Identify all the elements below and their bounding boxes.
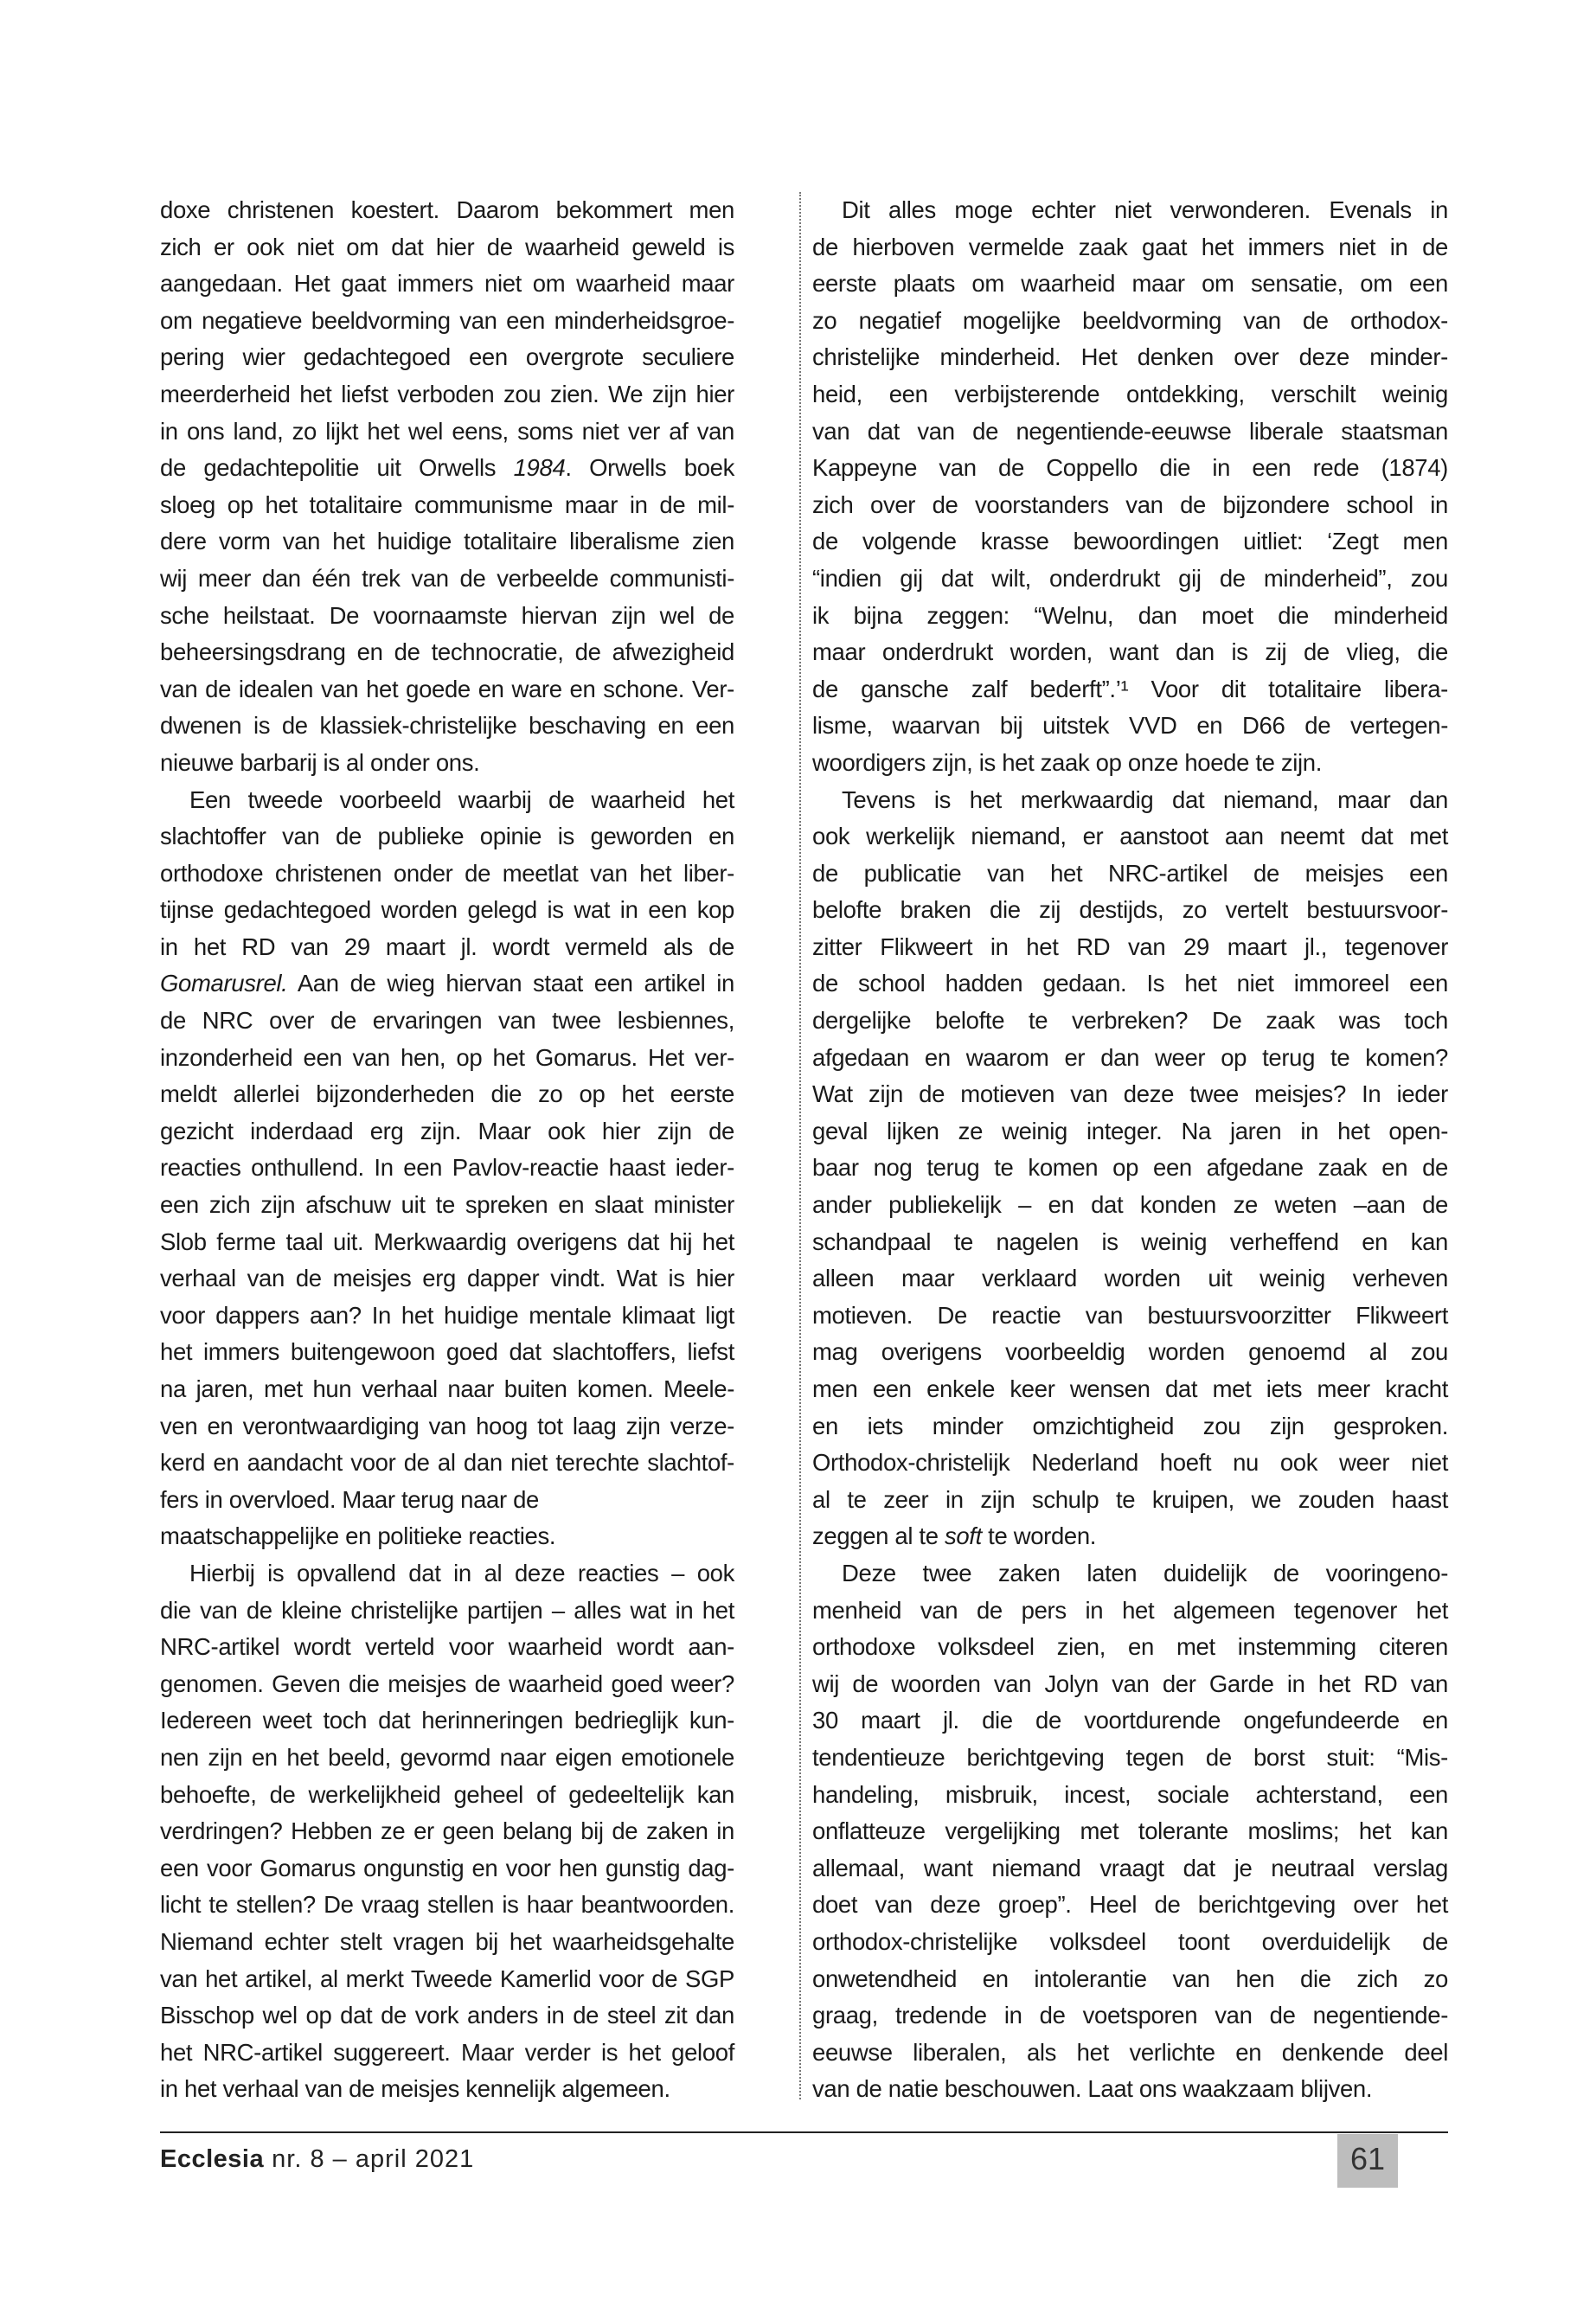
text-line	[160, 598, 734, 635]
text-column-left	[160, 192, 734, 2108]
text-line	[812, 892, 1448, 929]
italic-text: 1984	[513, 454, 566, 482]
text-segment: maatschappelijke en politieke reacties.	[160, 1522, 556, 1550]
text-segment: handeling, misbruik, incest, sociale achterstand, een	[812, 1780, 1448, 1808]
text-segment: pering wier gedachtegoed een overgrote seculiere	[160, 343, 734, 371]
issue-info: nr. 8 – april 2021	[272, 2145, 475, 2173]
text-line	[812, 1224, 1448, 1261]
journal-name: Ecclesia	[160, 2145, 265, 2173]
text-segment: Deze twee zaken laten duidelijk de vooringeno-	[842, 1559, 1448, 1586]
text-segment: Wat zijn de motieven van deze twee meisjes? In ieder	[812, 1080, 1448, 1108]
text-segment: kerd en aandacht voor de al dan niet terechte slachtof-	[160, 1449, 734, 1477]
text-line	[160, 929, 734, 966]
text-line	[812, 1076, 1448, 1113]
text-line	[812, 1260, 1448, 1298]
italic-text: soft	[944, 1522, 982, 1550]
text-line	[812, 523, 1448, 561]
text-segment: onflatteuze vergelijking met tolerante moslims; het kan	[812, 1817, 1448, 1845]
text-line	[160, 1629, 734, 1666]
text-segment: allemaal, want niemand vraagt dat je neutraal verslag	[812, 1854, 1448, 1881]
text-line	[812, 1150, 1448, 1187]
text-line	[160, 1113, 734, 1150]
text-segment: al te zeer in zijn schulp te kruipen, we zouden haast	[812, 1485, 1448, 1513]
text-segment: orthodoxe volksdeel zien, en met instemming citeren	[812, 1633, 1448, 1661]
text-segment: behoefte, de werkelijkheid geheel of gedeeltelijk kan	[160, 1780, 734, 1808]
text-segment: woordigers zijn, is het zaak op onze hoede te zijn.	[812, 748, 1323, 776]
text-segment: . Orwells boek	[565, 454, 735, 482]
text-line	[160, 782, 734, 819]
text-segment: alleen maar verklaard worden uit weinig verheven	[812, 1265, 1448, 1292]
text-segment: meerderheid het liefst verboden zou zien. We zijn hier	[160, 380, 734, 407]
text-line	[812, 1887, 1448, 1924]
text-line	[160, 413, 734, 451]
text-segment: Aan de wieg hiervan staat een artikel in	[287, 970, 734, 997]
paragraph	[812, 782, 1448, 1555]
text-segment: de gansche zalf bederft”.’¹ Voor dit totalitaire libera-	[812, 675, 1448, 702]
text-segment: maar onderdrukt worden, want dan is zij de vlieg, die	[812, 638, 1448, 666]
text-segment: tijnse gedachtegoed worden gelegd is wat in een kop	[160, 896, 734, 924]
text-segment: nen zijn en het beeld, gevormd naar eigen emotionele	[160, 1743, 734, 1771]
text-segment: van de natie beschouwen. Laat ons waakzaam blijven.	[812, 2075, 1373, 2103]
text-line	[812, 1555, 1448, 1593]
text-line	[812, 450, 1448, 487]
text-segment: de gedachtepolitie uit Orwells	[160, 454, 514, 482]
text-line	[160, 339, 734, 376]
text-line	[160, 1777, 734, 1814]
text-segment: zich over de voorstanders van de bijzondere school in	[812, 490, 1448, 518]
text-segment: zich er ook niet om dat hier de waarheid geweld is	[160, 233, 734, 260]
text-line	[812, 745, 1448, 782]
text-segment: de publicatie van het NRC-artikel de meisjes een	[812, 859, 1448, 887]
text-segment: van het artikel, al merkt Tweede Kamerlid voor de SGP	[160, 1965, 734, 1992]
text-segment: in het RD van 29 maart jl. wordt vermeld als de	[160, 933, 734, 960]
text-segment: de NRC over de ervaringen van twee lesbiennes,	[160, 1007, 734, 1035]
text-segment: genomen. Geven die meisjes de waarheid goed weer?	[160, 1670, 734, 1697]
text-line	[812, 266, 1448, 303]
italic-text: Gomarusrel.	[160, 970, 288, 997]
text-segment: Kappeyne van de Coppello die in een rede (1874)	[812, 454, 1448, 482]
text-line	[812, 1298, 1448, 1335]
text-segment: wij meer dan één trek van de verbeelde communisti-	[160, 564, 734, 592]
text-segment: verdringen? Hebben ze er geen belang bij de zaken in	[160, 1817, 734, 1845]
text-line	[812, 1003, 1448, 1040]
text-line	[812, 229, 1448, 266]
text-line	[812, 782, 1448, 819]
text-segment: sche heilstaat. De voornaamste hiervan zijn wel de	[160, 601, 734, 629]
text-line	[160, 266, 734, 303]
text-segment: eerste plaats om waarheid maar om sensatie, om een	[812, 270, 1448, 298]
text-segment: en iets minder omzichtigheid zou zijn gesproken.	[812, 1412, 1448, 1439]
text-line	[160, 1224, 734, 1261]
text-segment: het NRC-artikel suggereert. Maar verder is het geloof	[160, 2038, 734, 2066]
text-segment: de volgende krasse bewoordingen uitliet: ‘Zegt men	[812, 528, 1448, 555]
text-line	[160, 1150, 734, 1187]
text-segment: Slob ferme taal uit. Merkwaardig overigens dat hij het	[160, 1227, 734, 1255]
column-divider	[799, 192, 801, 2099]
text-line	[160, 892, 734, 929]
text-line	[812, 1961, 1448, 1998]
text-segment: wij de woorden van Jolyn van der Garde in het RD van	[812, 1670, 1448, 1697]
text-line	[812, 1408, 1448, 1445]
text-line	[160, 1666, 734, 1703]
text-segment: een zich zijn afschuw uit te spreken en slaat minister	[160, 1191, 734, 1219]
text-segment: ik bijna zeggen: “Welnu, dan moet die minderheid	[812, 601, 1448, 629]
text-line	[812, 598, 1448, 635]
text-segment: die van de kleine christelijke partijen – alles wat in het	[160, 1596, 734, 1624]
text-segment: dere vorm van het huidige totalitaire liberalisme zien	[160, 528, 734, 555]
text-segment: zo negatief mogelijke beeldvorming van de orthodox-	[812, 306, 1448, 334]
text-segment: een voor Gomarus ongunstig en voor hen gunstig dag-	[160, 1854, 734, 1881]
text-line	[812, 1334, 1448, 1371]
text-segment: van dat van de negentiende-eeuwse liberale staatsman	[812, 417, 1448, 445]
text-segment: gezicht inderdaad erg zijn. Maar ook hier zijn de	[160, 1117, 734, 1144]
footer	[160, 2145, 474, 2174]
text-segment: orthodox-christelijke volksdeel toont overduidelijk de	[812, 1927, 1448, 1955]
text-line	[160, 1740, 734, 1777]
text-segment: motieven. De reactie van bestuursvoorzitter Flikweert	[812, 1301, 1448, 1329]
text-segment: van de idealen van het goede en ware en schone. Ver-	[160, 675, 734, 702]
text-line	[160, 1445, 734, 1482]
text-line	[160, 1813, 734, 1850]
text-segment: graag, tredende in de voetsporen van de negentiende-	[812, 2002, 1448, 2029]
text-segment: schandpaal te nagelen is weinig verheffend en kan	[812, 1227, 1448, 1255]
text-segment: verhaal van de meisjes erg dapper vindt. Wat is hier	[160, 1265, 734, 1292]
text-line	[160, 1003, 734, 1040]
text-segment: men een enkele keer wensen dat met iets meer kracht	[812, 1375, 1448, 1402]
text-line	[160, 229, 734, 266]
text-line	[160, 745, 734, 782]
text-segment: de hierboven vermelde zaak gaat het immers niet in de	[812, 233, 1448, 260]
text-line	[160, 1997, 734, 2035]
text-segment: 30 maart jl. die de voortdurende ongefundeerde en	[812, 1707, 1448, 1734]
text-line	[812, 413, 1448, 451]
text-line	[160, 1593, 734, 1630]
text-line	[160, 1924, 734, 1961]
text-line	[160, 561, 734, 598]
text-segment: om negatieve beeldvorming van een minderheidsgroe-	[160, 306, 734, 334]
text-segment: dwenen is de klassiek-christelijke beschaving en een	[160, 712, 734, 740]
text-line	[160, 1482, 734, 1519]
text-line	[160, 303, 734, 340]
text-line	[812, 339, 1448, 376]
text-segment: ven en verontwaardiging van hoog tot laag zijn verze-	[160, 1412, 734, 1439]
text-line	[160, 376, 734, 413]
text-line	[812, 1445, 1448, 1482]
text-line	[160, 1961, 734, 1998]
text-segment: inzonderheid een van hen, op het Gomarus. Het ver-	[160, 1043, 734, 1071]
text-segment: Een tweede voorbeeld waarbij de waarheid het	[189, 785, 734, 813]
text-line	[160, 1408, 734, 1445]
text-segment: Dit alles moge echter niet verwonderen. Evenals in	[842, 196, 1448, 223]
text-line	[160, 856, 734, 893]
text-line	[160, 192, 734, 229]
paragraph	[160, 782, 734, 1519]
text-line	[160, 1260, 734, 1298]
text-line	[160, 1887, 734, 1924]
text-segment: NRC-artikel wordt verteld voor waarheid wordt aan-	[160, 1633, 734, 1661]
text-line	[812, 1777, 1448, 1814]
text-segment: christelijke minderheid. Het denken over deze minder-	[812, 343, 1448, 371]
text-line	[160, 1555, 734, 1593]
text-line	[812, 929, 1448, 966]
text-segment: geval lijken ze weinig integer. Na jaren in het open-	[812, 1117, 1448, 1144]
text-line	[812, 634, 1448, 671]
text-line	[160, 523, 734, 561]
text-line	[160, 634, 734, 671]
text-segment: tendentieuze berichtgeving tegen de borst stuit: “Mis-	[812, 1743, 1448, 1771]
text-segment: Bisschop wel op dat de vork anders in de steel zit dan	[160, 2002, 734, 2029]
text-segment: “indien gij dat wilt, onderdrukt gij de minderheid”, zou	[812, 564, 1448, 592]
text-line	[812, 856, 1448, 893]
text-segment: Niemand echter stelt vragen bij het waarheidsgehalte	[160, 1927, 734, 1955]
text-segment: Orthodox-christelijk Nederland hoeft nu ook weer niet	[812, 1449, 1448, 1477]
text-segment: aangedaan. Het gaat immers niet om waarheid maar	[160, 270, 734, 298]
paragraph	[160, 1518, 734, 1555]
text-segment: reacties onthullend. In een Pavlov-reactie haast ieder-	[160, 1154, 734, 1182]
text-segment: belofte braken die zij destijds, zo vertelt bestuursvoor-	[812, 896, 1448, 924]
text-segment: slachtoffer van de publieke opinie is geworden en	[160, 823, 734, 850]
text-segment: het immers buitengewoon goed dat slachtoffers, liefst	[160, 1338, 734, 1366]
text-segment: nieuwe barbarij is al onder ons.	[160, 748, 480, 776]
text-line	[812, 1850, 1448, 1888]
text-line	[812, 192, 1448, 229]
text-segment: Tevens is het merkwaardig dat niemand, maar dan	[842, 785, 1448, 813]
text-line	[812, 965, 1448, 1003]
text-segment: afgedaan en waarom er dan weer op terug te komen?	[812, 1043, 1448, 1071]
text-line	[812, 1666, 1448, 1703]
text-line	[160, 708, 734, 745]
text-line	[812, 2035, 1448, 2072]
text-segment: menheid van de pers in het algemeen tegenover het	[812, 1596, 1448, 1624]
text-segment: doet van deze groep”. Heel de berichtgeving over het	[812, 1891, 1448, 1919]
text-segment: Iedereen weet toch dat herinneringen bedrieglijk kun-	[160, 1707, 734, 1734]
text-segment: heid, een verbijsterende ontdekking, verschilt weinig	[812, 380, 1448, 407]
text-line	[812, 1482, 1448, 1519]
text-line	[812, 671, 1448, 708]
text-segment: licht te stellen? De vraag stellen is haar beantwoorden.	[160, 1891, 734, 1919]
text-segment: orthodoxe christenen onder de meetlat van het liber-	[160, 859, 734, 887]
text-segment: ook werkelijk niemand, er aanstoot aan neemt dat met	[812, 823, 1448, 850]
text-line	[160, 2071, 734, 2108]
text-segment: fers in overvloed. Maar terug naar de	[160, 1485, 539, 1513]
text-segment: na jaren, met hun verhaal naar buiten komen. Meele-	[160, 1375, 734, 1402]
text-line	[160, 1298, 734, 1335]
text-line	[812, 1924, 1448, 1961]
text-line	[812, 303, 1448, 340]
text-segment: beheersingsdrang en de technocratie, de afwezigheid	[160, 638, 734, 666]
text-line	[160, 1702, 734, 1740]
text-segment: lisme, waarvan bij uitstek VVD en D66 de vertegen-	[812, 712, 1448, 740]
text-line	[160, 1040, 734, 1077]
text-line	[812, 1997, 1448, 2035]
text-line	[812, 2071, 1448, 2108]
page-number: 61	[1337, 2134, 1398, 2188]
text-segment: de school hadden gedaan. Is het niet immoreel een	[812, 970, 1448, 997]
text-line	[160, 2035, 734, 2072]
text-segment: doxe christenen koestert. Daarom bekommert men	[160, 196, 734, 223]
text-line	[812, 708, 1448, 745]
text-line	[160, 450, 734, 487]
text-segment: dergelijke belofte te verbreken? De zaak was toch	[812, 1007, 1448, 1035]
text-line	[812, 561, 1448, 598]
text-segment: ander publiekelijk – en dat konden ze weten –aan de	[812, 1191, 1448, 1219]
text-segment: meldt allerlei bijzonderheden die zo op het eerste	[160, 1080, 734, 1108]
paragraph	[812, 1555, 1448, 2108]
text-line	[160, 818, 734, 856]
text-line	[812, 1371, 1448, 1408]
text-line	[812, 1187, 1448, 1224]
text-line	[160, 1518, 734, 1555]
text-segment: baar nog terug te komen op een afgedane zaak en de	[812, 1154, 1448, 1182]
text-segment: eeuwse liberalen, als het verlichte en denkende deel	[812, 2038, 1448, 2066]
text-line	[160, 965, 734, 1003]
footer-rule	[160, 2131, 1448, 2133]
text-segment: sloeg op het totalitaire communisme maar in de mil-	[160, 490, 734, 518]
text-line	[812, 1113, 1448, 1150]
text-line	[812, 1702, 1448, 1740]
text-line	[812, 376, 1448, 413]
paragraph	[160, 1555, 734, 2108]
paragraph	[160, 192, 734, 782]
text-segment: in het verhaal van de meisjes kennelijk algemeen.	[160, 2075, 670, 2103]
text-line	[812, 818, 1448, 856]
text-segment: mag overigens voorbeeldig worden genoemd al zou	[812, 1338, 1448, 1366]
text-line	[812, 1629, 1448, 1666]
text-line	[812, 1593, 1448, 1630]
text-line	[812, 1518, 1448, 1555]
text-segment: in ons land, zo lijkt het wel eens, soms niet ver af van	[160, 417, 734, 445]
text-line	[812, 1740, 1448, 1777]
text-line	[160, 1187, 734, 1224]
text-line	[812, 487, 1448, 524]
text-segment: te worden.	[981, 1522, 1097, 1550]
text-segment: onwetendheid en intolerantie van hen die zich zo	[812, 1965, 1448, 1992]
text-line	[160, 487, 734, 524]
text-line	[812, 1813, 1448, 1850]
text-column-right	[812, 192, 1448, 2108]
text-line	[160, 1076, 734, 1113]
text-segment: Hierbij is opvallend dat in al deze reacties – ook	[189, 1559, 734, 1586]
text-line	[160, 1850, 734, 1888]
text-segment: voor dappers aan? In het huidige mentale klimaat ligt	[160, 1301, 734, 1329]
text-segment: zeggen al te	[812, 1522, 945, 1550]
text-line	[160, 1371, 734, 1408]
text-line	[812, 1040, 1448, 1077]
text-line	[160, 1334, 734, 1371]
text-segment: zitter Flikweert in het RD van 29 maart jl., tegenover	[812, 933, 1448, 960]
paragraph	[812, 192, 1448, 782]
text-line	[160, 671, 734, 708]
